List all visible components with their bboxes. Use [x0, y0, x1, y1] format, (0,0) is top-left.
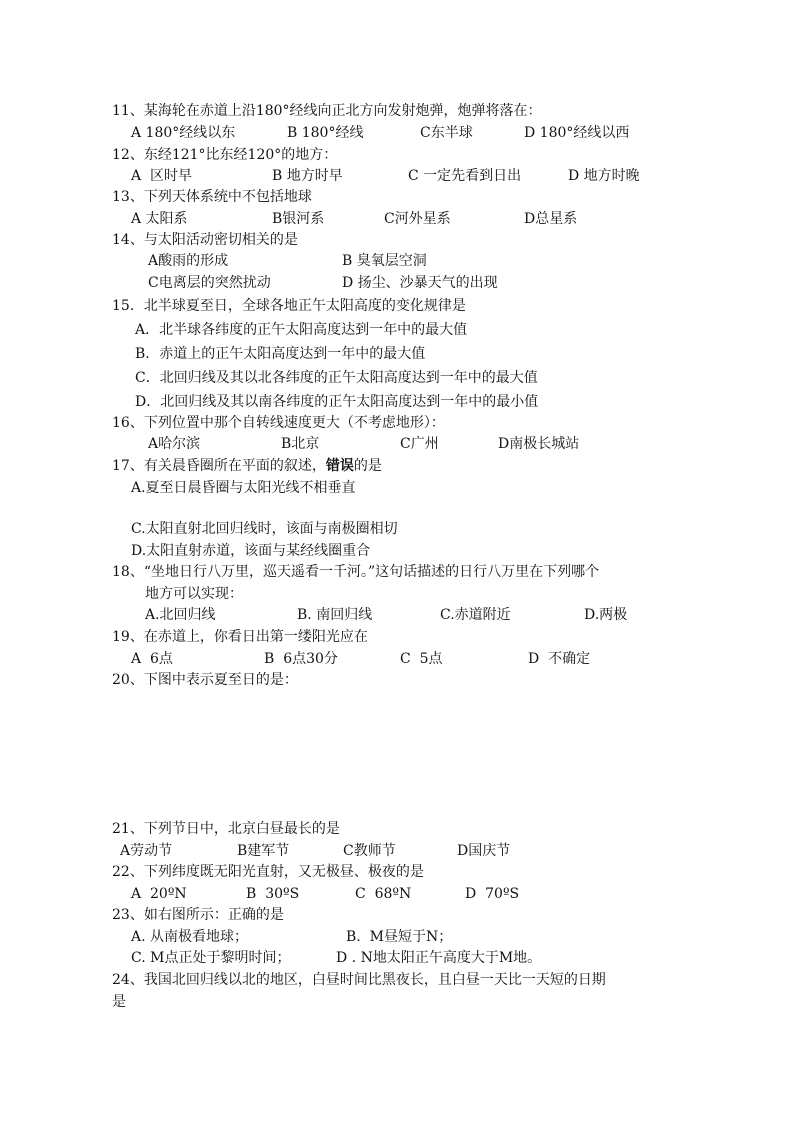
question-12-option-c: C 一定先看到日出 — [408, 168, 522, 184]
question-24-stem: 24、我国北回归线以北的地区，白昼时间比黑夜长，且白昼一天比一天短的日期 — [112, 972, 606, 988]
question-17-option-a: A.夏至日晨昏圈与太阳光线不相垂直 — [131, 480, 356, 496]
question-11-option-a: A 180°经线以东 — [131, 125, 236, 141]
question-16-stem: 16、下列位置中那个自转线速度更大（不考虑地形）： — [112, 415, 445, 431]
question-22-option-a: A 20ºN — [131, 886, 187, 902]
question-17-stem-pre: 17、有关晨昏圈所在平面的叙述， — [112, 458, 326, 474]
question-22-option-c: C 68ºN — [355, 886, 412, 902]
question-16-option-a: A哈尔滨 — [148, 436, 201, 452]
question-13-stem: 13、下列天体系统中不包括地球 — [112, 189, 312, 205]
question-16-option-c: C广州 — [400, 436, 439, 452]
question-11-option-b: B 180°经线 — [287, 125, 364, 141]
question-14-option-a: A酸雨的形成 — [148, 253, 229, 269]
question-14-option-c: C电离层的突然扰动 — [148, 275, 271, 291]
question-11-option-d: D 180°经线以西 — [524, 125, 630, 141]
question-18-option-a: A.北回归线 — [145, 607, 216, 623]
question-17-emphasis: 错误 — [325, 458, 354, 474]
question-19-option-a: A 6点 — [131, 651, 173, 667]
question-14-option-b: B 臭氧层空洞 — [342, 253, 427, 269]
question-11-stem: 11、某海轮在赤道上沿180°经线向正北方向发射炮弹，炮弹将落在： — [112, 103, 542, 119]
question-15-option-c: C．北回归线及其以北各纬度的正午太阳高度达到一年中的最大值 — [135, 370, 538, 386]
question-22-option-d: D 70ºS — [465, 886, 520, 902]
question-11-option-c: C东半球 — [420, 125, 473, 141]
question-18-stem: 18、“坐地日行八万里，巡天遥看一千河。”这句话描述的日行八万里在下列哪个 — [112, 564, 600, 580]
question-21-stem: 21、下列节日中，北京白昼最长的是 — [112, 821, 340, 837]
question-23-option-c: C. M点正处于黎明时间； — [131, 950, 291, 966]
question-21-option-b: B建军节 — [237, 843, 290, 859]
question-14-option-d: D 扬尘、沙暴天气的出现 — [342, 275, 498, 291]
question-13-option-a: A 太阳系 — [131, 211, 188, 227]
question-16-option-d: D南极长城站 — [498, 436, 580, 452]
question-13-option-b: B银河系 — [272, 211, 325, 227]
question-12-option-d: D 地方时晚 — [568, 168, 640, 184]
question-21-option-c: C教师节 — [343, 843, 396, 859]
question-12-option-a: A 区时早 — [131, 168, 193, 184]
question-19-option-c: C 5点 — [400, 651, 443, 667]
question-23-option-a: A. 从南极看地球； — [131, 929, 249, 945]
question-16-option-b: B北京 — [281, 436, 320, 452]
question-23-option-b: B. M昼短于N； — [346, 929, 453, 945]
question-13-option-c: C河外星系 — [384, 211, 451, 227]
question-18-stem-cont: 地方可以实现： — [145, 586, 243, 602]
question-18-option-c: C.赤道附近 — [440, 607, 511, 623]
question-22-option-b: B 30ºS — [246, 886, 300, 902]
question-15-option-b: B．赤道上的正午太阳高度达到一年中的最大值 — [135, 346, 426, 362]
question-24-stem-cont: 是 — [112, 994, 126, 1010]
question-19-stem: 19、在赤道上，你看日出第一缕阳光应在 — [112, 629, 368, 645]
question-23-option-d: D . N地太阳正午高度大于M地。 — [336, 950, 542, 966]
question-17-stem — [112, 456, 382, 476]
question-17-option-d: D.太阳直射赤道，该面与某经线圈重合 — [131, 543, 371, 559]
question-18-option-d: D.两极 — [584, 607, 628, 623]
question-19-option-d: D 不确定 — [528, 651, 591, 667]
question-21-option-a: A劳动节 — [120, 843, 173, 859]
question-12-stem: 12、东经121°比东经120°的地方： — [112, 147, 338, 163]
question-23-stem: 23、如右图所示：正确的是 — [112, 907, 284, 923]
question-18-option-b: B. 南回归线 — [297, 607, 373, 623]
question-20-stem: 20、下图中表示夏至日的是： — [112, 672, 298, 688]
question-17-stem-post: 的是 — [353, 458, 382, 474]
question-15-option-a: A．北半球各纬度的正午太阳高度达到一年中的最大值 — [135, 322, 468, 338]
question-13-option-d: D总星系 — [524, 211, 578, 227]
question-21-option-d: D国庆节 — [457, 843, 511, 859]
question-14-stem: 14、与太阳活动密切相关的是 — [112, 232, 298, 248]
question-15-stem: 15．北半球夏至日，全球各地正午太阳高度的变化规律是 — [112, 298, 466, 314]
question-19-option-b: B 6点30分 — [264, 651, 338, 667]
question-15-option-d: D．北回归线及其以南各纬度的正午太阳高度达到一年中的最小值 — [135, 394, 539, 410]
question-17-option-c: C.太阳直射北回归线时，该面与南极圈相切 — [131, 521, 398, 537]
question-22-stem: 22、下列纬度既无阳光直射，又无极昼、极夜的是 — [112, 864, 424, 880]
question-12-option-b: B 地方时早 — [272, 168, 343, 184]
